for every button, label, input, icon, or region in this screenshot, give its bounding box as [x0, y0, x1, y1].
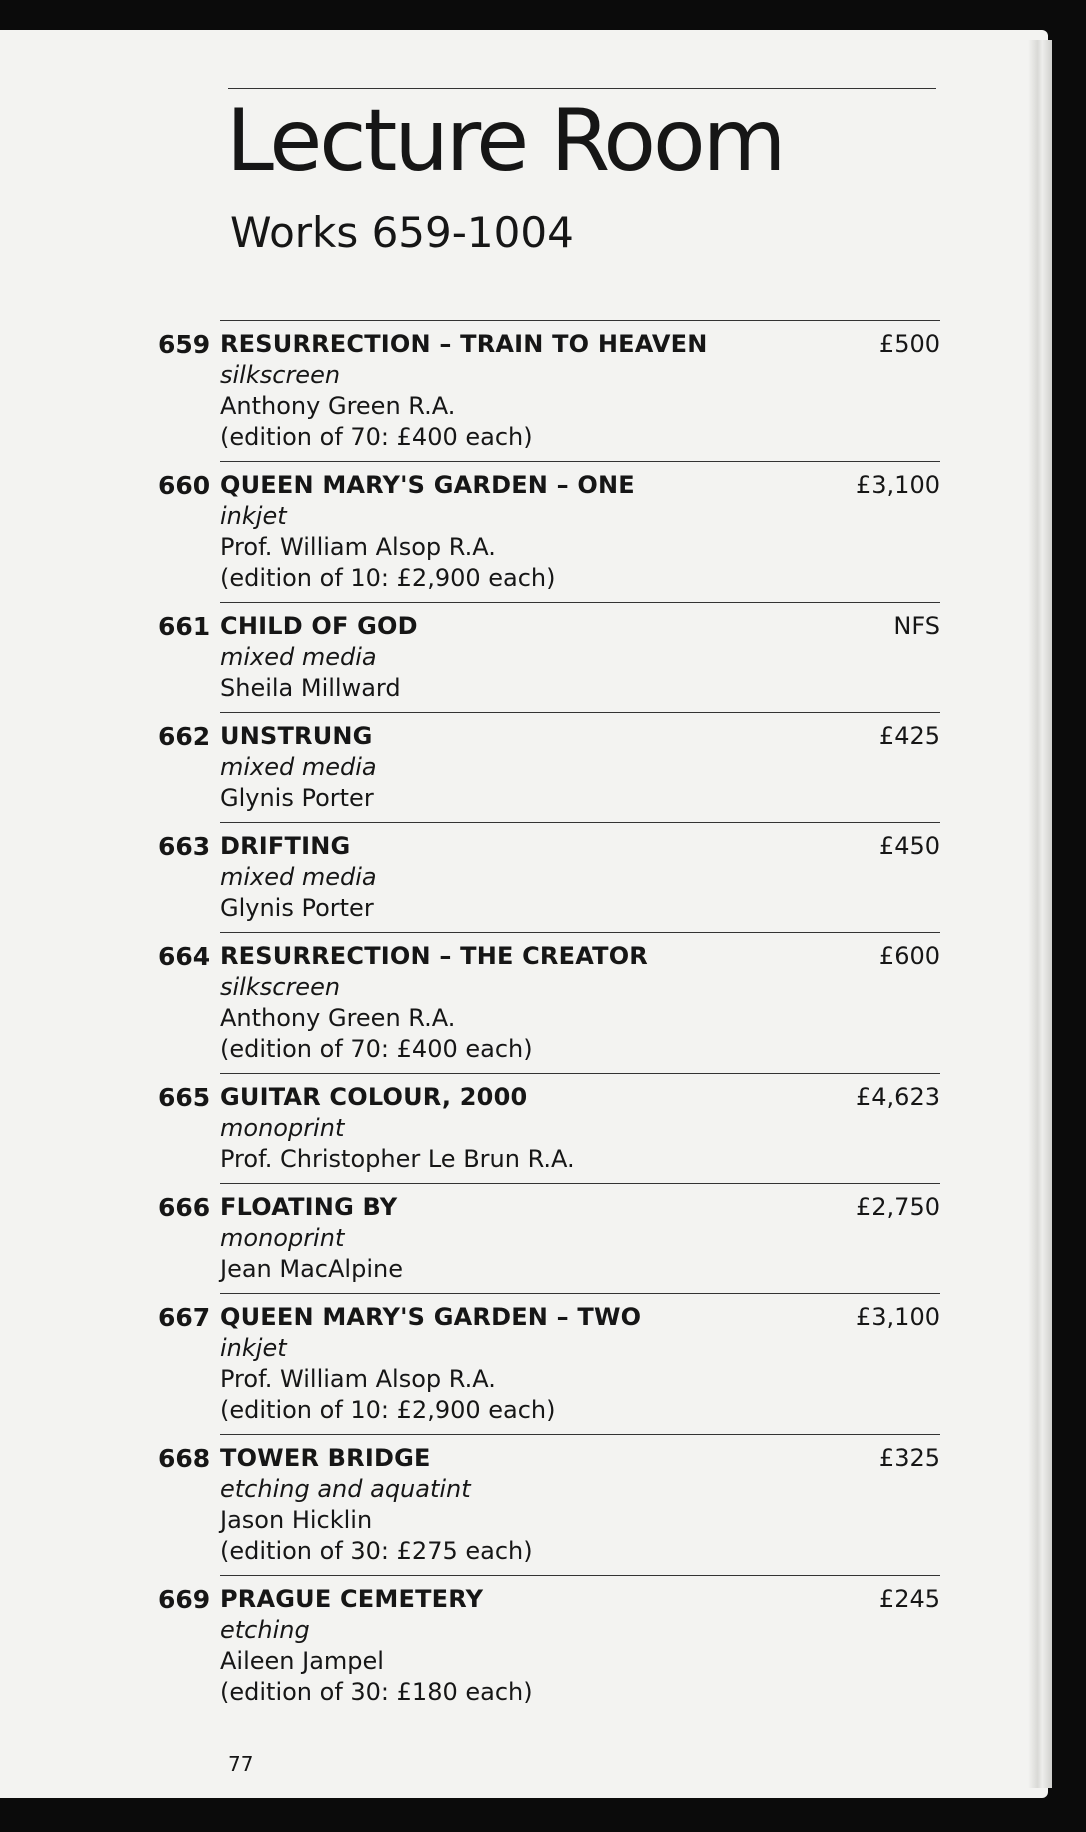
- entry-artist: Jean MacAlpine: [220, 1255, 403, 1283]
- catalogue-entry: [158, 932, 940, 1073]
- entry-artist: Glynis Porter: [220, 894, 374, 922]
- catalogue-entry: [158, 602, 940, 712]
- entry-price: £3,100: [856, 471, 940, 499]
- entry-artist: Aileen Jampel: [220, 1647, 384, 1675]
- page-subtitle: Works 659-1004: [230, 208, 574, 257]
- entry-price: £2,750: [856, 1193, 940, 1221]
- entry-title: CHILD OF GOD: [220, 612, 418, 640]
- entry-number: 659: [158, 330, 211, 359]
- catalogue-entry: [158, 461, 940, 602]
- entry-artist: Jason Hicklin: [220, 1506, 373, 1534]
- catalogue-entry: [158, 1073, 940, 1183]
- entry-price: £325: [878, 1444, 940, 1472]
- entry-price: £500: [878, 330, 940, 358]
- entry-medium: mixed media: [220, 753, 377, 781]
- entry-number: 666: [158, 1193, 211, 1222]
- entry-artist: Anthony Green R.A.: [220, 392, 456, 420]
- entry-medium: inkjet: [220, 1334, 287, 1362]
- entry-number: 668: [158, 1444, 211, 1473]
- entry-title: FLOATING BY: [220, 1193, 398, 1221]
- catalogue-page: [0, 30, 1048, 1798]
- entry-price: £3,100: [856, 1303, 940, 1331]
- entry-price: NFS: [893, 612, 940, 640]
- entry-title: DRIFTING: [220, 832, 351, 860]
- entry-title: QUEEN MARY'S GARDEN – ONE: [220, 471, 635, 499]
- catalogue-entry: [158, 1183, 940, 1293]
- entry-artist: Prof. William Alsop R.A.: [220, 1365, 496, 1393]
- entry-number: 665: [158, 1083, 211, 1112]
- entry-medium: inkjet: [220, 502, 287, 530]
- entry-number: 661: [158, 612, 211, 641]
- entries-list: [158, 320, 940, 1716]
- entry-title: RESURRECTION – THE CREATOR: [220, 942, 648, 970]
- entry-price: £450: [878, 832, 940, 860]
- entry-number: 669: [158, 1585, 211, 1614]
- entry-artist: Prof. William Alsop R.A.: [220, 533, 496, 561]
- entry-number: 667: [158, 1303, 211, 1332]
- entry-edition: (edition of 10: £2,900 each): [220, 564, 556, 592]
- catalogue-entry: [158, 712, 940, 822]
- entry-price: £245: [878, 1585, 940, 1613]
- entry-title: RESURRECTION – TRAIN TO HEAVEN: [220, 330, 708, 358]
- top-rule: [228, 88, 936, 89]
- entry-medium: mixed media: [220, 643, 377, 671]
- entry-edition: (edition of 10: £2,900 each): [220, 1396, 556, 1424]
- entry-price: £425: [878, 722, 940, 750]
- entry-edition: (edition of 30: £275 each): [220, 1537, 533, 1565]
- catalogue-entry: [158, 1434, 940, 1575]
- entry-number: 662: [158, 722, 211, 751]
- entry-medium: monoprint: [220, 1224, 345, 1252]
- entry-number: 660: [158, 471, 211, 500]
- entry-artist: Glynis Porter: [220, 784, 374, 812]
- page-title: Lecture Room: [226, 91, 784, 191]
- entry-edition: (edition of 30: £180 each): [220, 1678, 533, 1706]
- catalogue-entry: [158, 1575, 940, 1716]
- entry-medium: monoprint: [220, 1114, 345, 1142]
- catalogue-entry: [158, 1293, 940, 1434]
- entry-price: £600: [878, 942, 940, 970]
- entry-medium: etching and aquatint: [220, 1475, 471, 1503]
- catalogue-entry: [158, 822, 940, 932]
- entry-medium: etching: [220, 1616, 310, 1644]
- entry-artist: Sheila Millward: [220, 674, 401, 702]
- entry-title: PRAGUE CEMETERY: [220, 1585, 484, 1613]
- entry-title: GUITAR COLOUR, 2000: [220, 1083, 528, 1111]
- entry-medium: silkscreen: [220, 361, 341, 389]
- entry-price: £4,623: [856, 1083, 940, 1111]
- entry-artist: Anthony Green R.A.: [220, 1004, 456, 1032]
- catalogue-entry: [158, 320, 940, 461]
- entry-medium: silkscreen: [220, 973, 341, 1001]
- entry-title: UNSTRUNG: [220, 722, 373, 750]
- page-number: 77: [228, 1752, 254, 1776]
- entry-medium: mixed media: [220, 863, 377, 891]
- entry-title: TOWER BRIDGE: [220, 1444, 431, 1472]
- entry-edition: (edition of 70: £400 each): [220, 1035, 533, 1063]
- entry-edition: (edition of 70: £400 each): [220, 423, 533, 451]
- entry-number: 663: [158, 832, 211, 861]
- entry-title: QUEEN MARY'S GARDEN – TWO: [220, 1303, 642, 1331]
- page-edge: [1028, 40, 1052, 1788]
- entry-number: 664: [158, 942, 211, 971]
- entry-artist: Prof. Christopher Le Brun R.A.: [220, 1145, 575, 1173]
